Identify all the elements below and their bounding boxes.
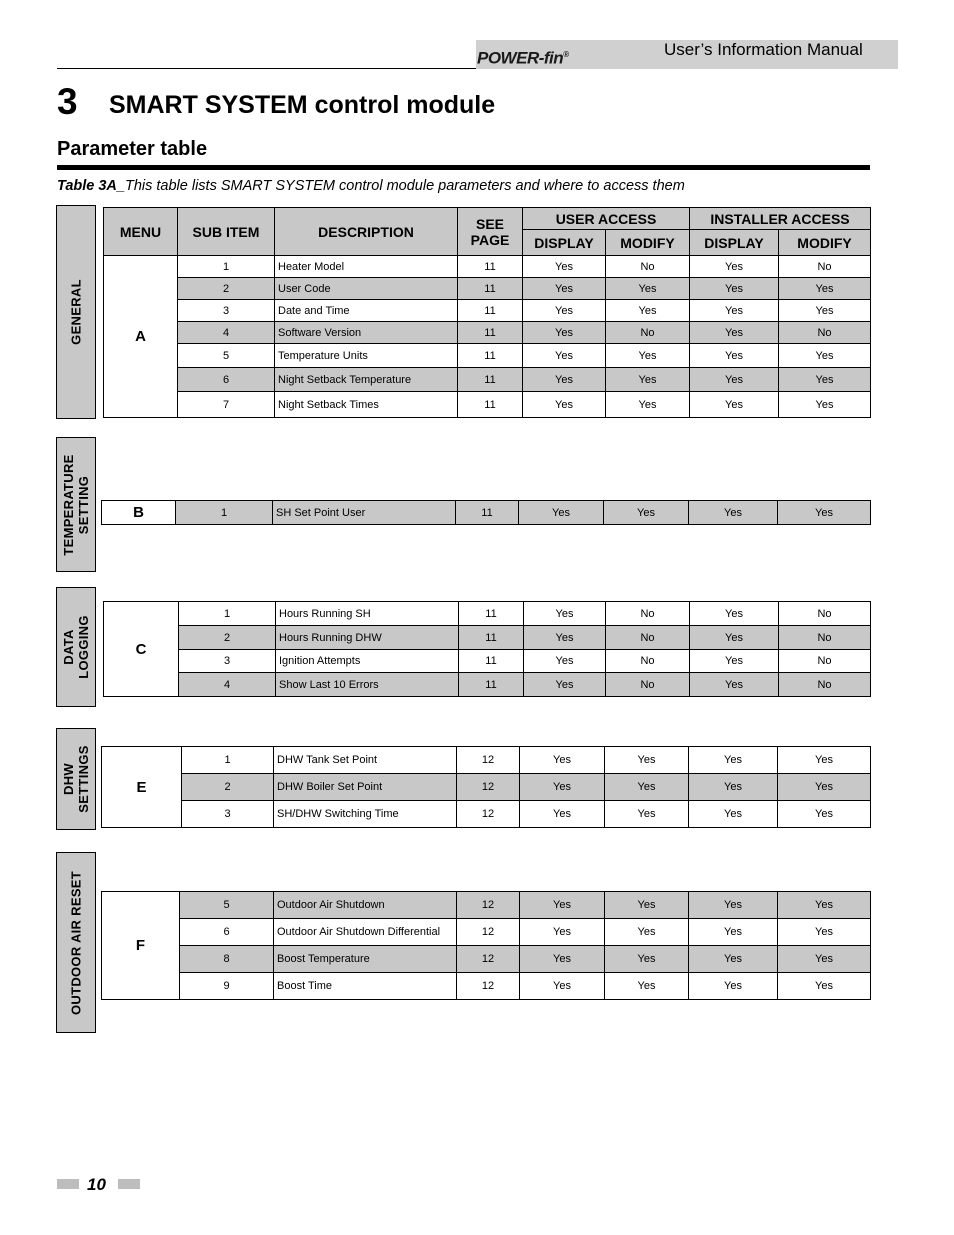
installer-modify-cell: Yes — [779, 344, 871, 368]
description-cell: Boost Time — [274, 973, 457, 1000]
user-display-cell: Yes — [520, 774, 605, 801]
user-display-cell: Yes — [523, 344, 606, 368]
user-modify-cell: Yes — [606, 368, 690, 392]
parameter-table-dhw-settings — [101, 746, 871, 828]
installer-modify-cell: No — [779, 650, 871, 673]
sub-item-cell: 1 — [176, 501, 273, 525]
parameter-table-data-logging — [103, 601, 871, 697]
brand-logo: POWER-fin® — [477, 48, 569, 68]
table-row — [104, 322, 871, 344]
installer-modify-cell: No — [779, 256, 871, 278]
table-row — [102, 919, 871, 946]
table-row — [104, 650, 871, 673]
installer-display-cell: Yes — [689, 946, 778, 973]
description-cell: DHW Tank Set Point — [274, 747, 457, 774]
page-cell: 11 — [459, 602, 524, 626]
table-row — [102, 892, 871, 919]
description-cell: Date and Time — [275, 300, 458, 322]
tab-general: GENERAL — [56, 205, 96, 419]
user-modify-cell: Yes — [606, 344, 690, 368]
sub-item-cell: 2 — [178, 278, 275, 300]
user-display-cell: Yes — [523, 322, 606, 344]
user-display-cell: Yes — [523, 278, 606, 300]
table-row — [102, 973, 871, 1000]
page-number: 10 — [87, 1175, 106, 1194]
table-row — [104, 368, 871, 392]
tab-temperature-setting: TEMPERATURE SETTING — [56, 437, 96, 572]
table-row — [102, 747, 871, 774]
user-modify-cell: Yes — [606, 278, 690, 300]
sub-item-cell: 3 — [178, 300, 275, 322]
page-cell: 11 — [459, 626, 524, 650]
description-cell: SH Set Point User — [273, 501, 456, 525]
user-display-cell: Yes — [523, 256, 606, 278]
description-cell: DHW Boiler Set Point — [274, 774, 457, 801]
caption-text: This table lists SMART SYSTEM control module parameters and where to access them — [124, 178, 685, 194]
page-cell: 12 — [457, 946, 520, 973]
page-cell: 11 — [459, 650, 524, 673]
page-cell: 11 — [458, 344, 523, 368]
description-cell: Night Setback Times — [275, 392, 458, 418]
sub-item-cell: 5 — [178, 344, 275, 368]
parameter-table-temperature-setting — [101, 500, 871, 525]
installer-display-cell: Yes — [689, 501, 778, 525]
user-display-cell: Yes — [520, 973, 605, 1000]
manual-title: User’s Information Manual — [664, 40, 863, 59]
installer-modify-cell: Yes — [778, 973, 871, 1000]
installer-display-cell: Yes — [690, 344, 779, 368]
page-cell: 12 — [457, 892, 520, 919]
installer-modify-cell: Yes — [778, 919, 871, 946]
page-cell: 12 — [457, 973, 520, 1000]
installer-modify-cell: Yes — [778, 747, 871, 774]
user-modify-cell: Yes — [605, 892, 689, 919]
user-display-cell: Yes — [520, 747, 605, 774]
page-cell: 11 — [458, 392, 523, 418]
sub-item-cell: 3 — [179, 650, 276, 673]
user-modify-cell: Yes — [605, 946, 689, 973]
column-header-menu: MENU — [104, 208, 178, 256]
page-cell: 12 — [457, 919, 520, 946]
table-row — [104, 626, 871, 650]
page-cell: 11 — [458, 322, 523, 344]
user-display-cell: Yes — [523, 300, 606, 322]
installer-modify-cell: Yes — [779, 368, 871, 392]
installer-display-cell: Yes — [690, 673, 779, 697]
table-row — [104, 392, 871, 418]
sub-item-cell: 2 — [179, 626, 276, 650]
installer-modify-cell: No — [779, 322, 871, 344]
installer-display-cell: Yes — [690, 300, 779, 322]
installer-modify-cell: No — [779, 602, 871, 626]
installer-modify-cell: Yes — [778, 774, 871, 801]
sub-item-cell: 6 — [180, 919, 274, 946]
user-modify-cell: Yes — [604, 501, 689, 525]
installer-modify-cell: No — [779, 626, 871, 650]
installer-modify-cell: No — [779, 673, 871, 697]
column-header-installer-access: INSTALLER ACCESS — [690, 208, 871, 230]
footer-bar-right — [118, 1179, 140, 1189]
user-modify-cell: No — [606, 322, 690, 344]
chapter-number: 3 — [57, 81, 78, 122]
user-display-cell: Yes — [523, 368, 606, 392]
menu-cell: B — [102, 501, 176, 525]
column-header-user-access: USER ACCESS — [523, 208, 690, 230]
installer-display-cell: Yes — [690, 256, 779, 278]
user-display-cell: Yes — [524, 602, 606, 626]
table-row — [102, 501, 871, 525]
user-modify-cell: Yes — [605, 973, 689, 1000]
user-modify-cell: Yes — [605, 919, 689, 946]
sub-item-cell: 1 — [182, 747, 274, 774]
column-header-user-modify: MODIFY — [606, 230, 690, 256]
table-row — [104, 278, 871, 300]
caption-label: Table 3A_ — [57, 178, 125, 194]
column-header-description: DESCRIPTION — [275, 208, 458, 256]
description-cell: Show Last 10 Errors — [276, 673, 459, 697]
page-cell: 12 — [457, 774, 520, 801]
installer-display-cell: Yes — [689, 973, 778, 1000]
user-modify-cell: No — [606, 673, 690, 697]
user-modify-cell: Yes — [605, 747, 689, 774]
section-title: Parameter table — [57, 138, 208, 160]
installer-display-cell: Yes — [690, 650, 779, 673]
parameter-table-outdoor-air-reset — [101, 891, 871, 1000]
description-cell: Software Version — [275, 322, 458, 344]
column-header-installer-display: DISPLAY — [690, 230, 779, 256]
description-cell: Outdoor Air Shutdown Differential — [274, 919, 457, 946]
table-row — [102, 946, 871, 973]
installer-modify-cell: Yes — [779, 278, 871, 300]
user-display-cell: Yes — [519, 501, 604, 525]
table-row — [102, 801, 871, 828]
description-cell: Boost Temperature — [274, 946, 457, 973]
installer-display-cell: Yes — [690, 602, 779, 626]
sub-item-cell: 1 — [179, 602, 276, 626]
installer-display-cell: Yes — [689, 919, 778, 946]
section-rule — [57, 165, 870, 170]
tab-dhw-settings: DHW SETTINGS — [56, 728, 96, 830]
column-header-user-display: DISPLAY — [523, 230, 606, 256]
sub-item-cell: 2 — [182, 774, 274, 801]
user-display-cell: Yes — [524, 626, 606, 650]
installer-display-cell: Yes — [690, 322, 779, 344]
table-row — [102, 774, 871, 801]
tab-data-logging: DATA LOGGING — [56, 587, 96, 707]
sub-item-cell: 4 — [179, 673, 276, 697]
description-cell: User Code — [275, 278, 458, 300]
installer-modify-cell: Yes — [778, 801, 871, 828]
installer-display-cell: Yes — [689, 801, 778, 828]
installer-display-cell: Yes — [690, 278, 779, 300]
menu-cell: A — [104, 256, 178, 418]
user-display-cell: Yes — [520, 892, 605, 919]
user-modify-cell: Yes — [606, 300, 690, 322]
sub-item-cell: 1 — [178, 256, 275, 278]
table-row — [104, 673, 871, 697]
description-cell: Hours Running DHW — [276, 626, 459, 650]
user-modify-cell: No — [606, 256, 690, 278]
installer-modify-cell: Yes — [779, 300, 871, 322]
description-cell: Ignition Attempts — [276, 650, 459, 673]
description-cell: SH/DHW Switching Time — [274, 801, 457, 828]
user-display-cell: Yes — [520, 919, 605, 946]
sub-item-cell: 6 — [178, 368, 275, 392]
installer-display-cell: Yes — [689, 774, 778, 801]
header-rule — [57, 68, 530, 69]
user-modify-cell: Yes — [605, 774, 689, 801]
menu-cell: E — [102, 747, 182, 828]
table-row — [104, 602, 871, 626]
sub-item-cell: 8 — [180, 946, 274, 973]
table-row — [104, 344, 871, 368]
user-modify-cell: Yes — [606, 392, 690, 418]
installer-modify-cell: Yes — [779, 392, 871, 418]
column-header-sub-item: SUB ITEM — [178, 208, 275, 256]
user-modify-cell: No — [606, 650, 690, 673]
user-display-cell: Yes — [524, 650, 606, 673]
installer-display-cell: Yes — [689, 892, 778, 919]
sub-item-cell: 9 — [180, 973, 274, 1000]
menu-cell: C — [104, 602, 179, 697]
user-display-cell: Yes — [523, 392, 606, 418]
installer-modify-cell: Yes — [778, 501, 871, 525]
description-cell: Heater Model — [275, 256, 458, 278]
description-cell: Hours Running SH — [276, 602, 459, 626]
parameter-table-general — [103, 207, 871, 418]
description-cell: Outdoor Air Shutdown — [274, 892, 457, 919]
installer-display-cell: Yes — [690, 368, 779, 392]
installer-display-cell: Yes — [689, 747, 778, 774]
page-cell: 12 — [457, 747, 520, 774]
page-cell: 11 — [458, 368, 523, 392]
description-cell: Night Setback Temperature — [275, 368, 458, 392]
sub-item-cell: 7 — [178, 392, 275, 418]
menu-cell: F — [102, 892, 180, 1000]
table-caption — [57, 176, 685, 196]
column-header-installer-modify: MODIFY — [779, 230, 871, 256]
page-cell: 12 — [457, 801, 520, 828]
installer-modify-cell: Yes — [778, 946, 871, 973]
page-cell: 11 — [458, 278, 523, 300]
footer-bar-left — [57, 1179, 79, 1189]
table-row — [104, 300, 871, 322]
installer-display-cell: Yes — [690, 392, 779, 418]
page-cell: 11 — [459, 673, 524, 697]
user-modify-cell: No — [606, 626, 690, 650]
sub-item-cell: 3 — [182, 801, 274, 828]
chapter-title: SMART SYSTEM control module — [109, 91, 496, 119]
user-display-cell: Yes — [524, 673, 606, 697]
user-display-cell: Yes — [520, 801, 605, 828]
user-display-cell: Yes — [520, 946, 605, 973]
page-cell: 11 — [458, 300, 523, 322]
installer-display-cell: Yes — [690, 626, 779, 650]
sub-item-cell: 4 — [178, 322, 275, 344]
user-modify-cell: Yes — [605, 801, 689, 828]
table-row — [104, 256, 871, 278]
description-cell: Temperature Units — [275, 344, 458, 368]
tab-outdoor-air-reset: OUTDOOR AIR RESET — [56, 852, 96, 1033]
sub-item-cell: 5 — [180, 892, 274, 919]
installer-modify-cell: Yes — [778, 892, 871, 919]
column-header-see-page: SEE PAGE — [458, 208, 523, 256]
page-cell: 11 — [458, 256, 523, 278]
page-cell: 11 — [456, 501, 519, 525]
user-modify-cell: No — [606, 602, 690, 626]
